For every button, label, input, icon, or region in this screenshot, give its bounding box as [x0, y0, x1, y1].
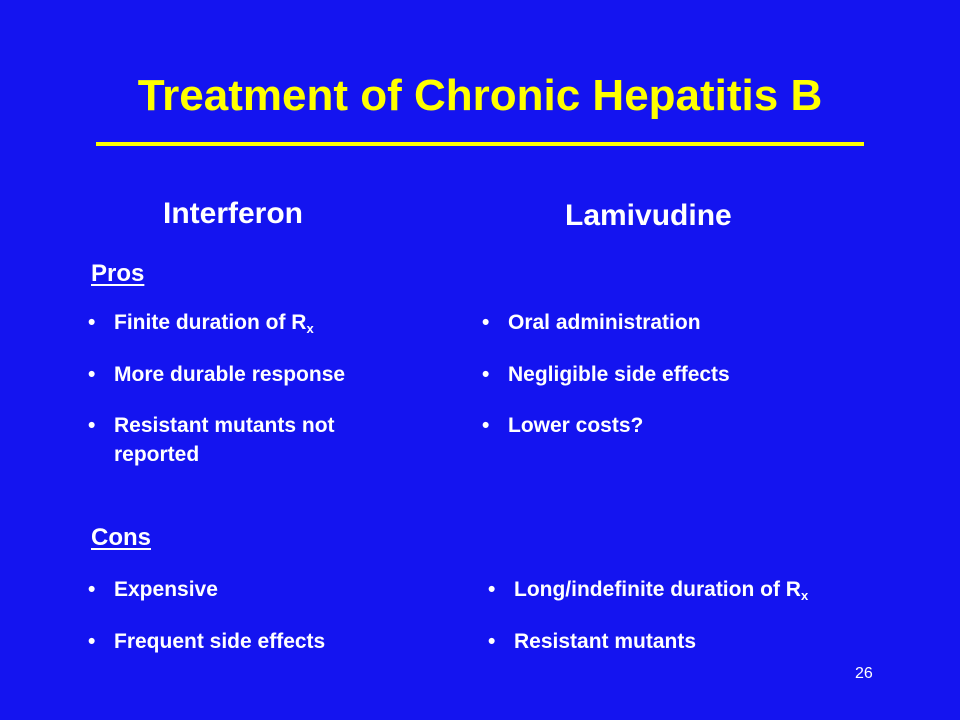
bullet-icon: •: [88, 311, 96, 334]
pros-lamivudine-item: [482, 310, 701, 336]
cons-interferon-item: [88, 577, 218, 603]
pros-interferon-item: [88, 362, 345, 388]
section-heading-cons: Cons: [91, 524, 151, 551]
bullet-icon: •: [88, 363, 96, 386]
bullet-icon: •: [88, 578, 96, 601]
bullet-text: Lower costs?: [508, 414, 644, 437]
subscript-text: x: [306, 321, 314, 336]
bullet-text: Frequent side effects: [114, 630, 326, 653]
title-underline-rule: [96, 142, 864, 146]
cons-interferon-item: [88, 629, 325, 655]
bullet-icon: •: [482, 363, 490, 386]
cons-lamivudine-item: [488, 577, 808, 603]
column-heading-lamivudine: Lamivudine: [565, 199, 732, 232]
bullet-text-continuation: reported: [114, 443, 200, 466]
pros-lamivudine-item: [482, 413, 643, 439]
pros-interferon-item: [88, 310, 314, 336]
slide-title: Treatment of Chronic Hepatitis B: [137, 71, 823, 120]
section-heading-pros: Pros: [91, 260, 145, 287]
subscript-text: x: [800, 588, 809, 603]
page-number: 26: [855, 665, 873, 682]
bullet-icon: •: [482, 414, 490, 437]
cons-lamivudine-item: [488, 629, 696, 655]
bullet-text: Finite duration of R: [114, 311, 307, 334]
column-heading-interferon: Interferon: [163, 197, 304, 230]
bullet-icon: •: [488, 578, 496, 601]
pros-interferon-item: [88, 413, 335, 471]
bullet-text: Expensive: [114, 578, 218, 601]
bullet-text: Oral administration: [508, 311, 701, 334]
bullet-text: Negligible side effects: [508, 363, 730, 386]
bullet-icon: •: [88, 630, 96, 653]
bullet-icon: •: [488, 630, 496, 653]
bullet-text: Long/indefinite duration of R: [514, 578, 801, 601]
bullet-text: Resistant mutants not: [114, 414, 335, 437]
bullet-icon: •: [482, 311, 490, 334]
bullet-text: More durable response: [114, 363, 346, 386]
pros-lamivudine-item: [482, 362, 730, 388]
bullet-text: Resistant mutants: [514, 630, 697, 653]
bullet-icon: •: [88, 414, 96, 437]
